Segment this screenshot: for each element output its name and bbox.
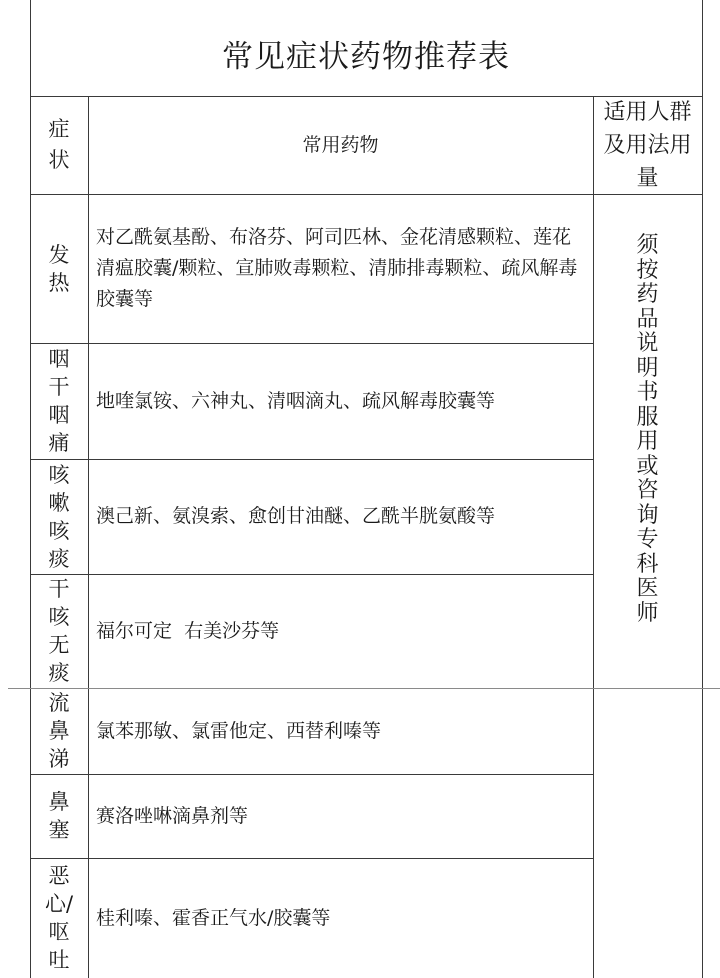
symptom-cell-fever: 发热 [48, 242, 70, 295]
symptom-cell-runny-nose: 流鼻涕 [48, 691, 70, 771]
symptom-cell-nasal-congestion: 鼻塞 [48, 790, 70, 842]
medicine-cell-fever: 对乙酰氨基酚、布洛芬、阿司匹林、金花清感颗粒、莲花清瘟胶囊/颗粒、宣肺败毒颗粒、清肺排毒颗粒、疏风解毒胶囊等 [96, 226, 578, 310]
header-symptom: 症状 [48, 117, 70, 172]
symptom-cell-cough-phlegm: 咳嗽咳痰 [48, 462, 70, 571]
symptom-cell-sore-throat: 咽干咽痛 [48, 347, 70, 455]
usage-note-cell [593, 194, 702, 688]
header-usage: 适用人群及用法用量 [603, 99, 692, 191]
medicine-cell-nausea-vomiting: 桂利嗪、霍香正气水/胶囊等 [96, 906, 331, 929]
usage-cell-empty [593, 688, 702, 978]
medicine-cell-dry-cough: 福尔可定 右美沙芬等 [96, 619, 280, 642]
table-border-right [702, 0, 703, 978]
header-medicine: 常用药物 [302, 133, 379, 156]
medicine-cell-sore-throat: 地喹氯铵、六神丸、清咽滴丸、疏风解毒胶囊等 [96, 389, 496, 412]
table-title: 常见症状药物推荐表 [222, 38, 510, 75]
medicine-cell-runny-nose: 氯苯那敏、氯雷他定、西替利嗪等 [96, 719, 382, 742]
symptom-cell-nausea-vomiting: 恶心/呕吐 [44, 864, 74, 972]
symptom-cell-dry-cough: 干咳无痰 [48, 577, 70, 685]
medicine-cell-nasal-congestion: 赛洛唑啉滴鼻剂等 [96, 804, 249, 827]
usage-note-text: 须按药品说明书服用或咨询专科医师 [636, 233, 659, 626]
medicine-cell-cough-phlegm: 澳己新、氨溴索、愈创甘油醚、乙酰半胱氨酸等 [96, 505, 496, 527]
